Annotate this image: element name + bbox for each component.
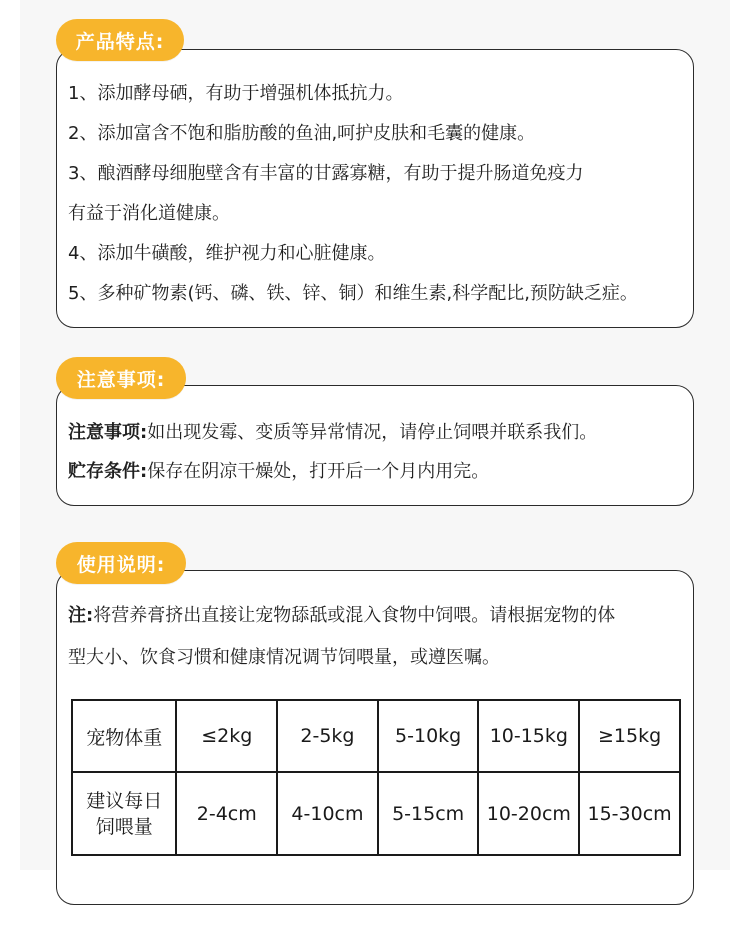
feature-item-2: 2、添加富含不饱和脂肪酸的鱼油,呵护皮肤和毛囊的健康。 [68,123,536,144]
caution-label: 注意事项: [68,422,148,443]
notes-row-caution [68,418,597,444]
amount-cell: 10-20cm [478,772,579,855]
weight-header-cell: 宠物体重 [72,700,176,772]
table-row-weight [72,700,680,772]
weight-cell: 10-15kg [478,700,579,772]
weight-cell: ≥15kg [579,700,680,772]
feature-item-4: 4、添加牛磺酸，维护视力和心脏健康。 [68,243,386,264]
usage-note-line-1 [68,601,615,627]
caution-text: 如出现发霉、变质等异常情况，请停止饲喂并联系我们。 [147,422,598,443]
usage-note-label: 注: [68,605,94,626]
amount-cell: 2-4cm [176,772,277,855]
notes-row-storage [68,457,489,483]
feature-item-3: 3、酿酒酵母细胞壁含有丰富的甘露寡糖，有助于提升肠道免疫力 [68,163,584,184]
usage-note-line-2: 型大小、饮食习惯和健康情况调节饲喂量，或遵医嘱。 [68,647,500,668]
feeding-table [71,699,681,856]
amount-cell: 4-10cm [277,772,378,855]
amount-header-line-2: 饲喂量 [95,815,153,838]
feature-item-5: 5、多种矿物素(钙、磷、铁、锌、铜）和维生素,科学配比,预防缺乏症。 [68,283,638,304]
amount-cell: 15-30cm [579,772,680,855]
features-tag: 产品特点: [56,19,184,61]
feature-item-1: 1、添加酵母硒，有助于增强机体抵抗力。 [68,83,404,104]
amount-cell: 5-15cm [378,772,479,855]
amount-header-cell [72,772,176,855]
usage-tag: 使用说明: [56,542,186,584]
amount-header-line-1: 建议每日 [86,789,163,812]
weight-cell: 2-5kg [277,700,378,772]
weight-cell: 5-10kg [378,700,479,772]
feature-item-3-continued: 有益于消化道健康。 [68,203,230,224]
table-row-amount [72,772,680,855]
usage-note-text-1: 将营养膏挤出直接让宠物舔舐或混入食物中饲喂。请根据宠物的体 [93,605,616,626]
weight-cell: ≤2kg [176,700,277,772]
notes-tag: 注意事项: [56,357,186,399]
storage-label: 贮存条件: [68,461,148,482]
storage-text: 保存在阴凉干燥处，打开后一个月内用完。 [147,461,490,482]
notes-card [56,385,694,506]
